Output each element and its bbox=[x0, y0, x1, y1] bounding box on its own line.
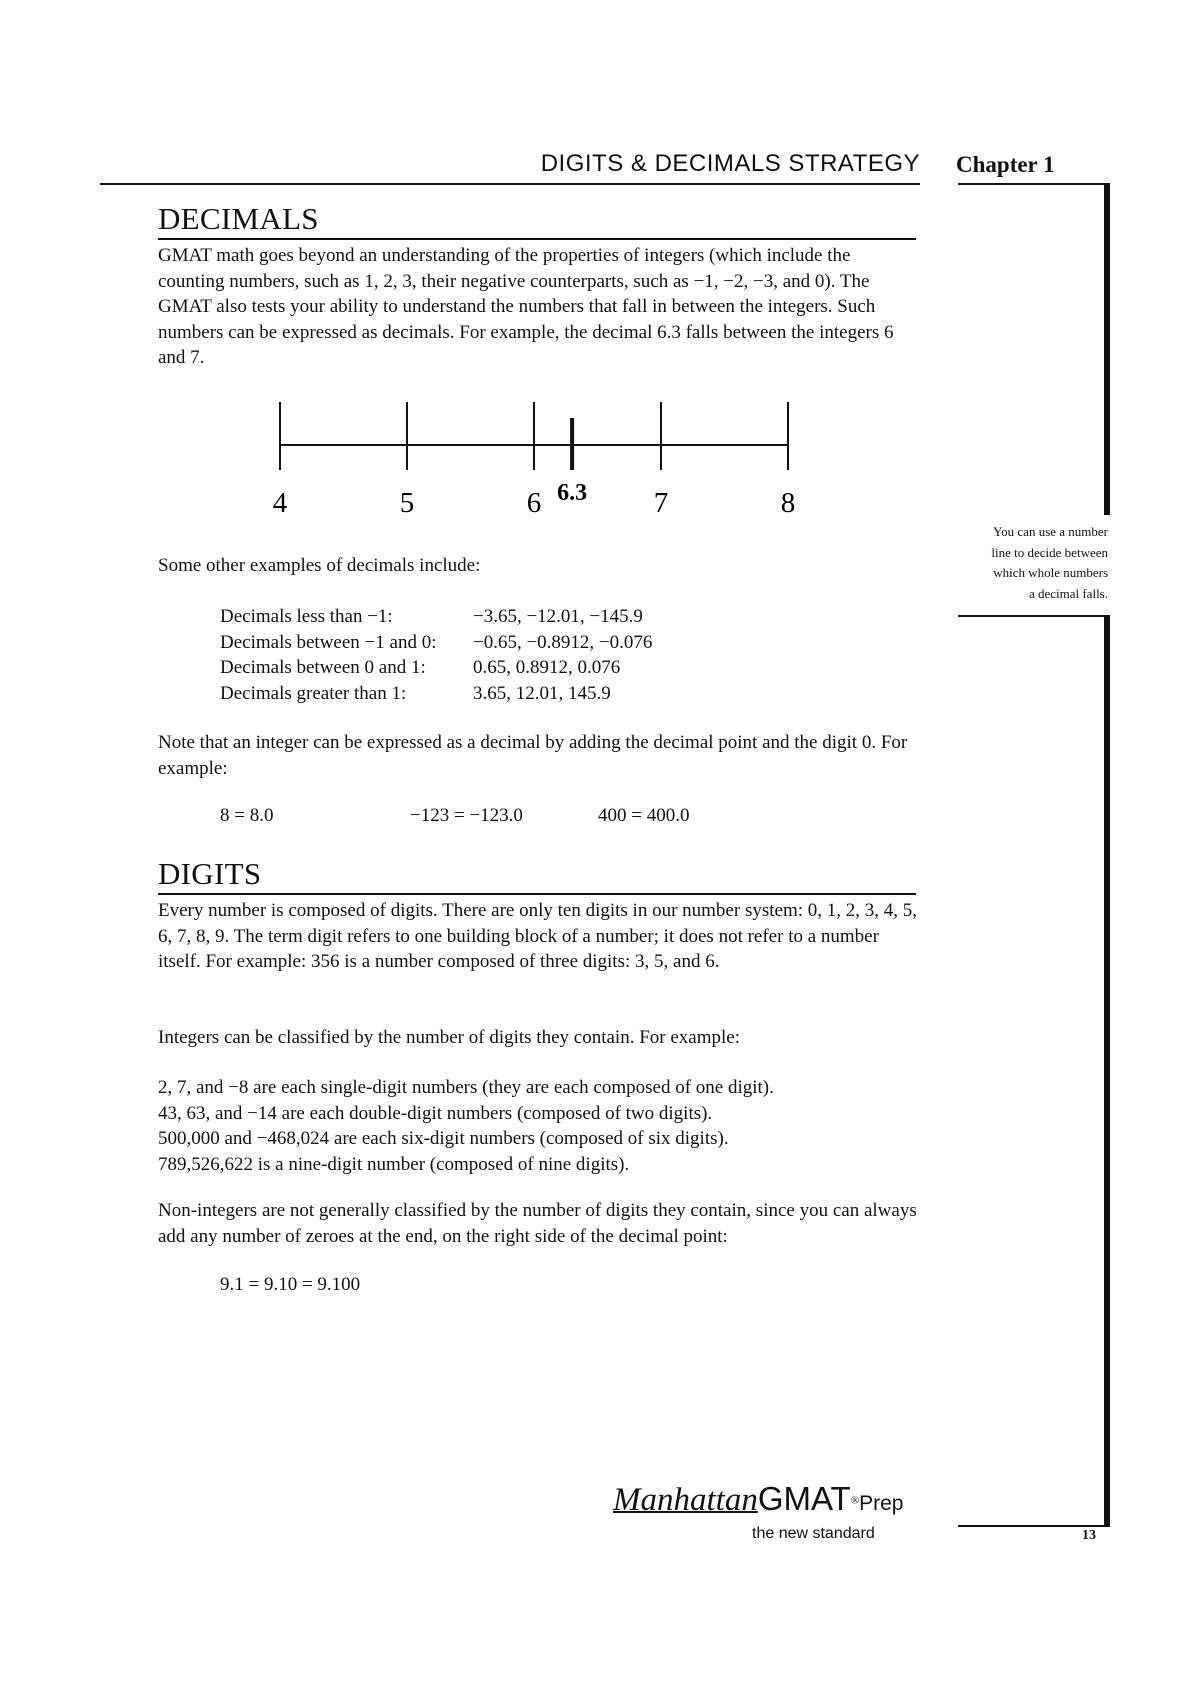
equation: 8 = 8.0 bbox=[220, 805, 274, 826]
number-line-label: 5 bbox=[399, 487, 415, 519]
example-row bbox=[220, 630, 733, 656]
digit-example-line: 43, 63, and −14 are each double-digit numbers (composed of two digits). bbox=[158, 1102, 713, 1124]
example-label: Decimals less than −1: bbox=[220, 606, 393, 627]
sidebar-line: You can use a number bbox=[993, 524, 1108, 539]
page-number: 13 bbox=[1082, 1528, 1096, 1543]
example-value: 0.65, 0.8912, 0.076 bbox=[473, 657, 621, 678]
non-integers-note: Non-integers are not generally classified by the number of digits they contain, since you can always add any number of zeroes at the end, on the right side of the decimal point: bbox=[158, 1200, 917, 1247]
integer-note: Note that an integer can be expressed as a decimal by adding the decimal point and the digit 0. For example: bbox=[158, 732, 908, 779]
example-row bbox=[220, 655, 733, 681]
example-label: Decimals between −1 and 0: bbox=[220, 631, 437, 653]
footer-rule bbox=[958, 1525, 1110, 1527]
decimal-examples-table bbox=[220, 604, 733, 706]
logo-prep: Prep bbox=[859, 1492, 904, 1515]
number-line-label: 6 bbox=[526, 487, 542, 519]
margin-bar-top bbox=[1104, 183, 1110, 515]
examples-intro: Some other examples of decimals include: bbox=[158, 555, 481, 576]
header-rule bbox=[100, 183, 920, 185]
digits-heading: DIGITS bbox=[158, 856, 262, 891]
example-value: −0.65, −0.8912, −0.076 bbox=[473, 631, 653, 653]
sidebar-rule bbox=[958, 615, 1110, 617]
margin-bar-bottom bbox=[1104, 617, 1110, 1527]
logo-tagline: the new standard bbox=[752, 1525, 875, 1542]
example-row bbox=[220, 604, 733, 630]
sidebar-line: line to decide between bbox=[991, 544, 1108, 560]
chapter-rule bbox=[958, 183, 1108, 185]
sidebar-line: which whole numbers bbox=[993, 565, 1108, 580]
equation: −123 = −123.0 bbox=[410, 805, 523, 826]
digits-intro: Every number is composed of digits. There are only ten digits in our number system: 0, 1, 2, 3, 4, 5, 6, 7, 8, 9. The term digit refers to one building block of a number; it does not refer to a number itself. For example: 356 is a number composed of three digits: 3, 5, and 6. bbox=[158, 900, 917, 972]
decimals-heading-rule bbox=[158, 238, 916, 240]
equation: 400 = 400.0 bbox=[598, 805, 690, 826]
running-header-title: DIGITS & DECIMALS STRATEGY bbox=[540, 150, 920, 177]
logo-manhattan: Manhattan bbox=[613, 1482, 758, 1518]
digit-examples bbox=[158, 1075, 774, 1177]
publisher-logo bbox=[613, 1480, 903, 1519]
sidebar-line: a decimal falls. bbox=[1028, 585, 1108, 601]
example-row bbox=[220, 681, 733, 707]
example-label: Decimals between 0 and 1: bbox=[220, 657, 426, 678]
equation: 9.1 = 9.10 = 9.100 bbox=[220, 1274, 361, 1295]
logo-gmat: GMAT bbox=[757, 1480, 851, 1517]
digits-classify: Integers can be classified by the number of digits they contain. For example: bbox=[158, 1027, 740, 1048]
sidebar-note bbox=[958, 522, 1108, 604]
number-line-label: 8 bbox=[780, 487, 796, 519]
number-line-label: 4 bbox=[272, 487, 288, 519]
example-value: 3.65, 12.01, 145.9 bbox=[473, 682, 611, 704]
number-line-marker-label: 6.3 bbox=[557, 480, 588, 506]
digit-example-line: 2, 7, and −8 are each single-digit numbers (they are each composed of one digit). bbox=[158, 1077, 774, 1098]
digits-heading-rule bbox=[158, 893, 916, 895]
decimals-heading: DECIMALS bbox=[158, 201, 319, 236]
number-line bbox=[230, 390, 830, 530]
digit-example-line: 500,000 and −468,024 are each six-digit numbers (composed of six digits). bbox=[158, 1128, 729, 1149]
example-label: Decimals greater than 1: bbox=[220, 682, 407, 704]
number-line-label: 7 bbox=[653, 487, 669, 519]
example-value: −3.65, −12.01, −145.9 bbox=[473, 606, 643, 627]
chapter-label: Chapter 1 bbox=[956, 152, 1055, 177]
logo-registered: ® bbox=[850, 1494, 860, 1507]
decimals-intro: GMAT math goes beyond an understanding of the properties of integers (which include the counting numbers, such as 1, 2, 3, their negative counterparts, such as −1, −2, −3, and 0). The GMAT also tests your ability to understand the numbers that fall in between the integers. Such numbers can be expressed as decimals. For example, the decimal 6.3 falls between the integers 6 and 7. bbox=[158, 245, 894, 368]
digit-example-line: 789,526,622 is a nine-digit number (composed of nine digits). bbox=[158, 1153, 630, 1175]
